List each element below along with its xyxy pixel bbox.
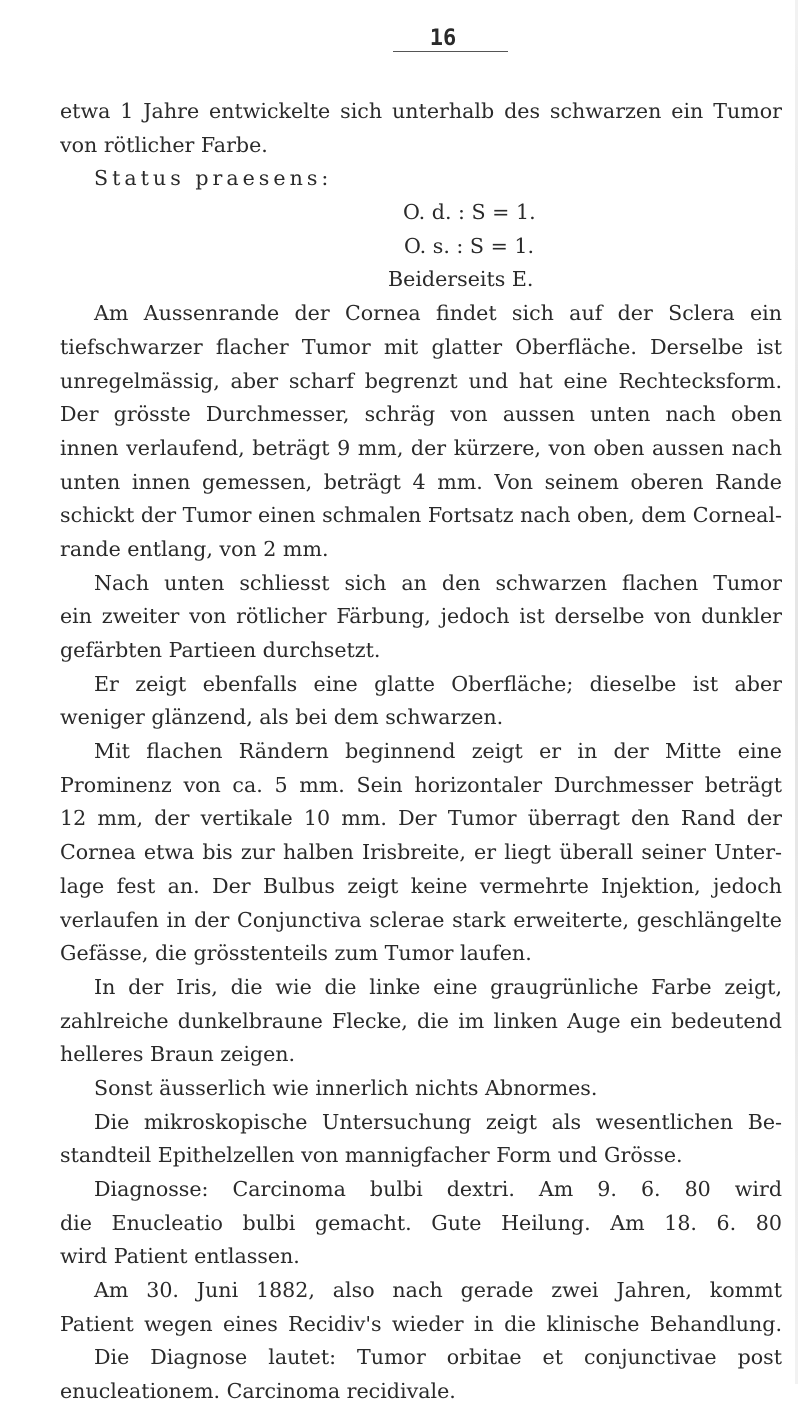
diagnosis-line: Diagnosse: Carcinoma bulbi dextri. Am 9. 6. 80 wird [94, 1177, 782, 1201]
text-line: von rötlicher Farbe. [60, 132, 268, 157]
text-line: Der grösste Durchmesser, schräg von aussen unten nach oben [60, 402, 782, 427]
text-line: lage fest an. Der Bulbus zeigt keine vermehrte Injektion, jedoch [60, 873, 782, 898]
text-line: Mit flachen Rändern beginnend zeigt er in der Mitte eine [94, 739, 782, 764]
text-line: Nach unten schliesst sich an den schwarzen flachen Tumor [94, 570, 782, 595]
diagnosis-line: Die Diagnose lautet: Tumor orbitae et conjunctivae post [94, 1345, 782, 1370]
visus-left-eye: O. s. : S = 1. [404, 233, 535, 258]
text-line: Die mikroskopische Untersuchung zeigt als wesentlichen Be- [94, 1109, 782, 1134]
text-line: rande entlang, von 2 mm. [60, 536, 329, 561]
text-line: Prominenz von ca. 5 mm. Sein horizontaler Durchmesser beträgt [60, 772, 782, 797]
scan-edge [795, 0, 798, 1384]
page-number-rule [393, 51, 508, 52]
text-line: Sonst äusserlich wie innerlich nichts Abnormes. [94, 1075, 598, 1100]
text-line: In der Iris, die wie die linke eine graugrünliche Farbe zeigt, [94, 974, 782, 999]
text-line: Patient wegen eines Recidiv's wieder in die klinische Behandlung. [60, 1311, 782, 1336]
text-line: Beiderseits E. [388, 267, 534, 292]
body-text [60, 95, 782, 1409]
text-line: helleres Braun zeigen. [60, 1042, 296, 1067]
text-line: unregelmässig, aber scharf begrenzt und hat eine Rechtecksform. [60, 368, 782, 393]
text-line: Am Aussenrande der Cornea findet sich auf der Sclera ein [94, 301, 782, 326]
text-line: wird Patient entlassen. [60, 1244, 300, 1269]
page-number: 16 [429, 26, 457, 51]
text-line: gefärbten Partieen durchsetzt. [60, 638, 381, 662]
text-line: Cornea etwa bis zur halben Irisbreite, er liegt überall seiner Unter- [60, 840, 782, 865]
text-line: standteil Epithelzellen von mannigfacher Form und Grösse. [60, 1143, 683, 1168]
text-line: unten innen gemessen, beträgt 4 mm. Von seinem oberen Rande [60, 469, 782, 494]
text-line: verlaufen in der Conjunctiva sclerae stark erweiterte, geschlängelte [60, 907, 782, 932]
text-line: enucleationem. Carcinoma recidivale. [60, 1379, 456, 1404]
status-praesens-heading: Status praesens: [94, 166, 333, 191]
text-line: schickt der Tumor einen schmalen Fortsatz nach oben, dem Corneal- [60, 503, 782, 528]
text-line: Er zeigt ebenfalls eine glatte Oberfläche; dieselbe ist aber [94, 671, 782, 696]
text-line: 12 mm, der vertikale 10 mm. Der Tumor überragt den Rand der [60, 806, 782, 831]
visus-right-eye: O. d. : S = 1. [403, 200, 536, 225]
text-line: etwa 1 Jahre entwickelte sich unterhalb des schwarzen ein Tumor [60, 99, 782, 123]
text-line: tiefschwarzer flacher Tumor mit glatter Oberfläche. Derselbe ist [60, 334, 782, 359]
text-line: weniger glänzend, als bei dem schwarzen. [60, 705, 504, 730]
text-line: zahlreiche dunkelbraune Flecke, die im linken Auge ein bedeutend [60, 1008, 782, 1033]
text-line: Am 30. Juni 1882, also nach gerade zwei Jahren, kommt [94, 1278, 782, 1303]
text-line: ein zweiter von rötlicher Färbung, jedoch ist derselbe von dunkler [60, 604, 782, 629]
text-line: innen verlaufend, beträgt 9 mm, der kürzere, von oben aussen nach [60, 435, 782, 460]
text-line: Gefässe, die grösstenteils zum Tumor laufen. [60, 941, 532, 966]
text-line: die Enucleatio bulbi gemacht. Gute Heilung. Am 18. 6. 80 [60, 1210, 782, 1235]
